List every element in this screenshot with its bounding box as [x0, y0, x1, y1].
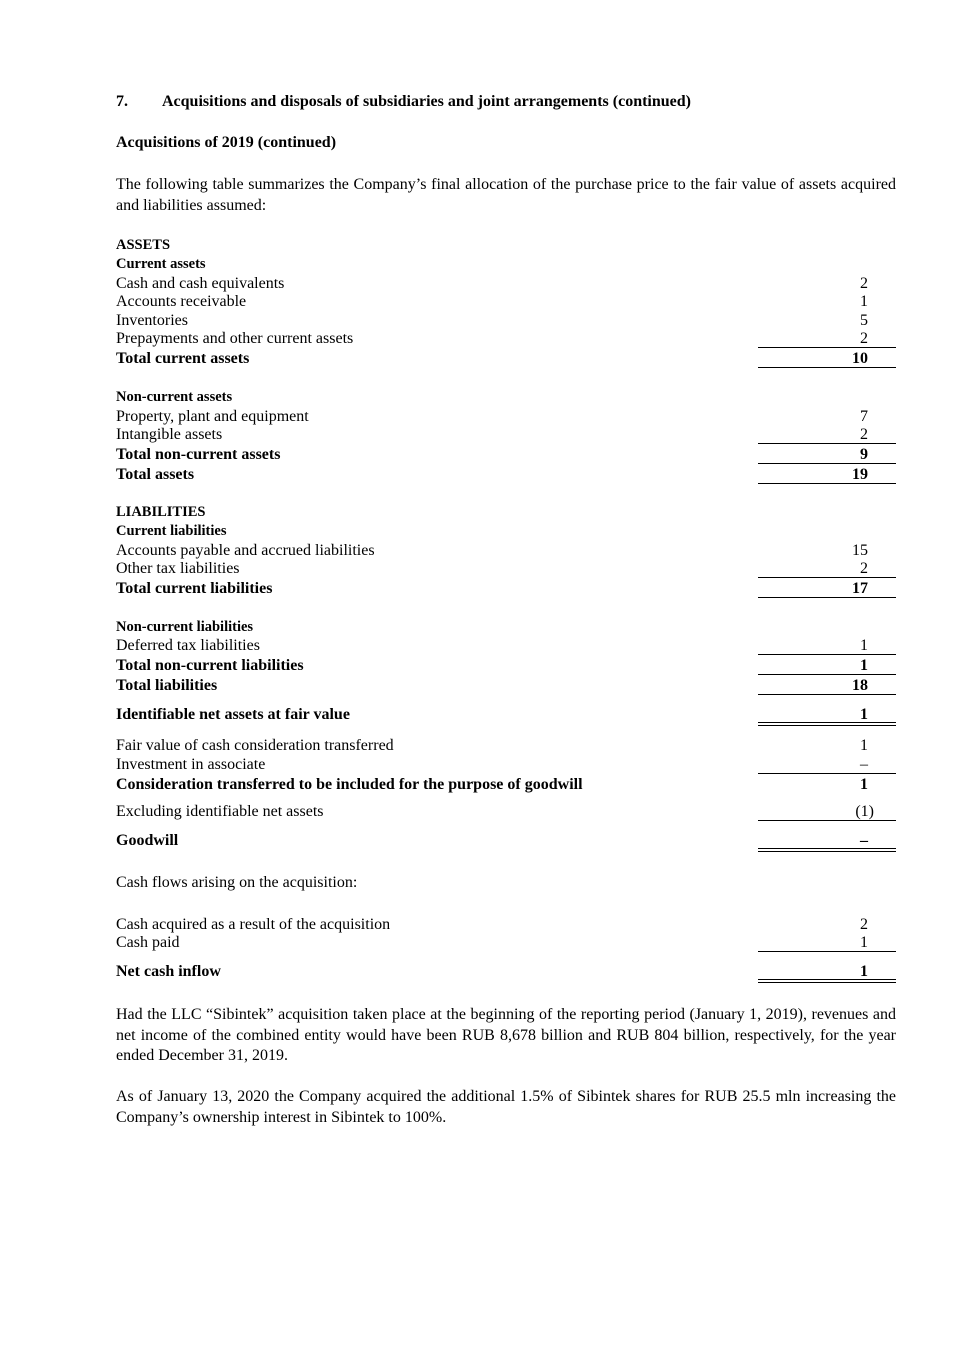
row-label: Total current liabilities — [116, 580, 273, 597]
intro-paragraph: The following table summarizes the Company’s final allocation of the purchase price to the fair value of assets acquired and liabilities assumed: — [116, 176, 896, 214]
rule — [758, 483, 896, 484]
row-value: 5 — [860, 312, 868, 329]
row-label: Total assets — [116, 466, 195, 483]
total-row — [116, 676, 896, 695]
table-row — [116, 425, 896, 444]
total-row — [116, 465, 896, 484]
row-value: 2 — [860, 275, 868, 292]
liabilities-heading: LIABILITIES — [116, 504, 206, 520]
total-row — [116, 656, 896, 675]
row-label: Total non-current liabilities — [116, 657, 304, 674]
non-current-assets-heading: Non-current assets — [116, 389, 233, 405]
row-value: 1 — [860, 657, 868, 674]
ownership-paragraph: As of January 13, 2020 the Company acquired the additional 1.5% of Sibintek shares for RUB 25.5 mln increasing the Company’s ownership interest in Sibintek to 100%. — [116, 1088, 896, 1126]
table-row — [116, 755, 896, 774]
row-label: Goodwill — [116, 832, 179, 849]
rule — [758, 674, 896, 675]
row-value: 2 — [860, 916, 868, 933]
rule — [758, 773, 896, 774]
row-label: Accounts payable and accrued liabilities — [116, 542, 375, 559]
row-label: Identifiable net assets at fair value — [116, 706, 350, 723]
row-label: Fair value of cash consideration transferred — [116, 737, 394, 754]
row-label: Cash acquired as a result of the acquisition — [116, 916, 391, 933]
total-row — [116, 349, 896, 368]
double-rule — [758, 848, 896, 852]
rule — [758, 654, 896, 655]
row-value: 2 — [860, 426, 868, 443]
row-label: Total liabilities — [116, 677, 218, 694]
row-value: 7 — [860, 408, 868, 425]
rule — [758, 694, 896, 695]
row-value: (1) — [855, 803, 874, 820]
table-row — [116, 915, 896, 934]
double-rule — [758, 979, 896, 983]
cash-flows-heading: Cash flows arising on the acquisition: — [116, 874, 358, 891]
row-value: 1 — [860, 776, 868, 793]
acquisition-paragraph: Had the LLC “Sibintek” acquisition taken place at the beginning of the reporting period (January 1, 2019), revenues and net income of the combined entity would have been RUB 8,678 billion and RUB 804 billion, respectively, for the year ended December 31, 2019. — [116, 1006, 896, 1064]
row-value: 2 — [860, 560, 868, 577]
row-value: 10 — [852, 350, 868, 367]
row-value: 15 — [852, 542, 868, 559]
table-row — [116, 292, 896, 311]
table-row — [116, 311, 896, 330]
row-label: Property, plant and equipment — [116, 408, 309, 425]
current-liabilities-heading: Current liabilities — [116, 523, 227, 539]
row-label: Cash and cash equivalents — [116, 275, 285, 292]
total-row — [116, 445, 896, 464]
row-value: 1 — [860, 637, 868, 654]
row-label: Investment in associate — [116, 756, 266, 773]
row-label: Intangible assets — [116, 426, 223, 443]
rule — [758, 443, 896, 444]
rule — [758, 951, 896, 952]
row-value: 1 — [860, 963, 868, 980]
assets-heading: ASSETS — [116, 237, 171, 253]
row-value: – — [860, 756, 868, 773]
rule — [758, 463, 896, 464]
row-label: Total non-current assets — [116, 446, 281, 463]
row-value: 1 — [860, 737, 868, 754]
row-label: Net cash inflow — [116, 963, 221, 980]
rule — [758, 577, 896, 578]
row-value: 19 — [852, 466, 868, 483]
row-value: 18 — [852, 677, 868, 694]
table-row — [116, 933, 896, 952]
section-title: Acquisitions and disposals of subsidiaries and joint arrangements (continued) — [162, 93, 691, 110]
table-row — [116, 274, 896, 293]
row-value: 1 — [860, 293, 868, 310]
row-label: Consideration transferred to be included for the purpose of goodwill — [116, 776, 583, 793]
table-row — [116, 736, 896, 755]
table-row — [116, 329, 896, 348]
row-value: 17 — [852, 580, 868, 597]
row-label: Inventories — [116, 312, 188, 329]
subheading: Acquisitions of 2019 (continued) — [116, 134, 337, 151]
current-assets-heading: Current assets — [116, 256, 206, 272]
row-value: 2 — [860, 330, 868, 347]
double-rule — [758, 722, 896, 726]
row-label: Deferred tax liabilities — [116, 637, 260, 654]
row-value: 1 — [860, 706, 868, 723]
row-label: Total current assets — [116, 350, 250, 367]
row-value: 9 — [860, 446, 868, 463]
row-value: – — [860, 832, 868, 849]
non-current-liabilities-heading: Non-current liabilities — [116, 619, 254, 635]
table-row — [116, 407, 896, 426]
row-value: 1 — [860, 934, 868, 951]
rule — [758, 367, 896, 368]
rule — [758, 347, 896, 348]
row-label: Accounts receivable — [116, 293, 247, 310]
table-row — [116, 559, 896, 578]
rule — [758, 820, 896, 821]
row-label: Other tax liabilities — [116, 560, 240, 577]
section-number: 7. — [116, 93, 128, 110]
table-row — [116, 636, 896, 655]
consideration-total-row — [116, 775, 896, 794]
section-heading — [116, 93, 691, 111]
rule — [758, 597, 896, 598]
row-label: Prepayments and other current assets — [116, 330, 354, 347]
table-row — [116, 541, 896, 560]
row-label: Cash paid — [116, 934, 180, 951]
table-row — [116, 802, 896, 821]
row-label: Excluding identifiable net assets — [116, 803, 324, 820]
total-row — [116, 579, 896, 598]
